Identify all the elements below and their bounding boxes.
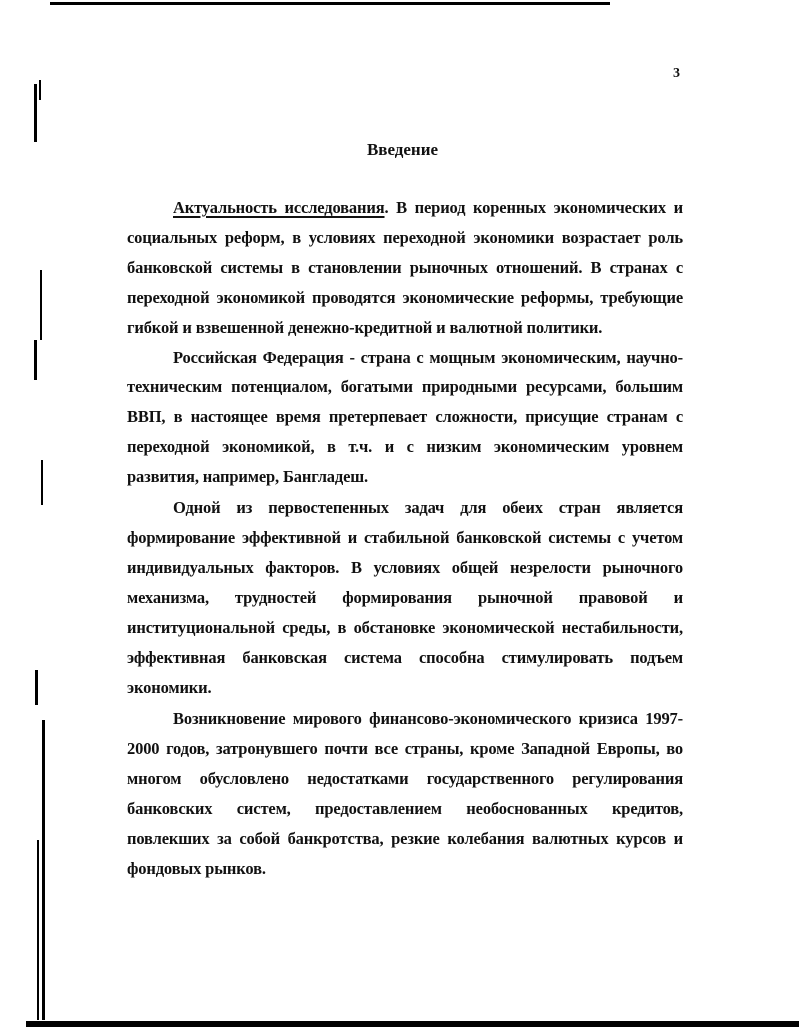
paragraph-relevance (127, 193, 683, 343)
scan-bottom-rule (26, 1021, 799, 1027)
edge-mark (42, 720, 45, 1020)
scan-binding-edge (30, 80, 46, 1020)
page-number: 3 (673, 66, 680, 81)
paragraph-crisis: Возникновение мирового финансово-экономического кризиса 1997-2000 годов, затронувшего почти все страны, кроме Западной Европы, во многом обусловлено недостатками государственного регулирования банковских систем, предоставлением необоснованных кредитов, повлекших за собой банкротства, резкие колебания валютных курсов и фондовых рынков. (127, 709, 683, 878)
paragraph-banking-system: Одной из первостепенных задач для обеих стран является формирование эффективной и стабильной банковской системы с учетом индивидуальных факторов. В условиях общей незрелости рыночного механизма, трудностей формирования рыночной правовой и институциональной среды, в обстановке экономической нестабильности, эффективная банковская система способна стимулировать подъем экономики. (127, 498, 683, 697)
edge-mark (39, 80, 41, 100)
edge-mark (37, 840, 39, 1020)
scan-top-rule (50, 2, 610, 5)
edge-mark (40, 270, 42, 340)
edge-mark (35, 670, 38, 705)
edge-mark (34, 340, 37, 380)
edge-mark (41, 460, 43, 505)
document-body (127, 193, 683, 884)
relevance-heading: Актуальность исследования (173, 198, 385, 217)
paragraph-text: . В период коренных экономических и социальных реформ, в условиях переходной экономики возрастает роль банковской системы в становлении рыночных отношений. В странах с переходной экономикой проводятся экономические реформы, требующие гибкой и взвешенной денежно-кредитной и валютной политики. (127, 198, 684, 337)
edge-mark (34, 84, 37, 142)
page-title: Введение (366, 140, 439, 159)
paragraph-russia: Российская Федерация - страна с мощным экономическим, научно-техническим потенциалом, богатыми природными ресурсами, большим ВВП, в настоящее время претерпевает сложности, присущие странам с переходной экономикой, в т.ч. и с низким экономическим уровнем развития, например, Бангладеш. (127, 347, 683, 487)
